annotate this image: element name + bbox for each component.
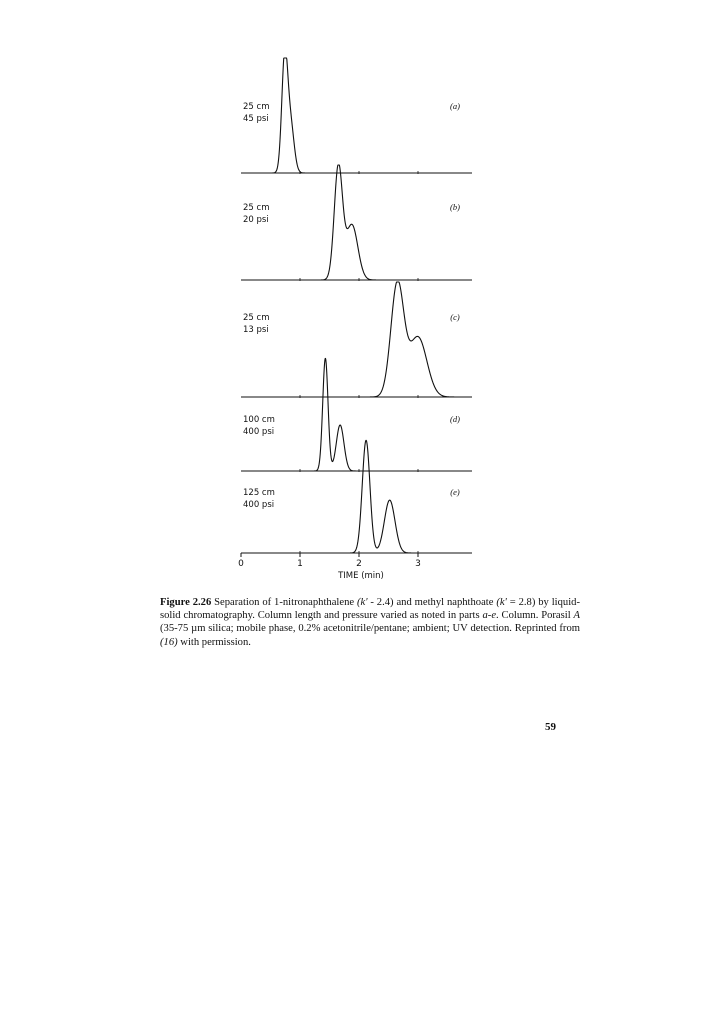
pressure-label: 400 psi: [243, 427, 275, 437]
chromatogram-panel-d: [241, 358, 472, 472]
panel-label: (b): [450, 202, 460, 212]
figure-caption: Figure 2.26 Separation of 1-nitronaphthalene (k' - 2.4) and methyl naphthoate (k' = 2.8) by liquid-solid chromatography. Column length and pressure varied as noted in parts a-e. Column. Porasil A (35-75 µm silica; mobile phase, 0.2% acetonitrile/pentane; ambient; UV detection. Reprinted from (16) with permission.: [160, 597, 581, 648]
page-number: 59: [545, 721, 556, 733]
chromatogram-panel-b: [241, 165, 472, 281]
chromatogram-panel-c: [241, 282, 472, 398]
panel-label: (a): [450, 101, 460, 111]
axis-tick-label: 3: [415, 559, 421, 569]
time-axis: [238, 553, 421, 580]
pressure-label: 20 psi: [243, 215, 269, 225]
column-length-label: 25 cm: [243, 313, 270, 323]
pressure-label: 13 psi: [243, 325, 269, 335]
panel-label: (e): [450, 487, 460, 497]
column-length-label: 125 cm: [243, 488, 275, 498]
pressure-label: 45 psi: [243, 114, 269, 124]
column-length-label: 100 cm: [243, 415, 275, 425]
chromatogram-trace: [241, 282, 459, 397]
x-axis-label: TIME (min): [338, 571, 384, 580]
chromatogram-trace: [241, 165, 459, 280]
figure-label: Figure 2.26: [160, 597, 212, 608]
panel-label: (c): [450, 312, 460, 322]
axis-tick-label: 1: [297, 559, 303, 569]
axis-tick-label: 2: [356, 559, 362, 569]
axis-tick-label: 0: [238, 559, 244, 569]
chromatogram-trace: [241, 58, 459, 173]
chromatogram-panel-e: [241, 440, 472, 554]
column-length-label: 25 cm: [243, 203, 270, 213]
panel-label: (d): [450, 414, 460, 424]
pressure-label: 400 psi: [243, 500, 275, 510]
column-length-label: 25 cm: [243, 102, 270, 112]
chromatogram-panel-a: [241, 58, 472, 174]
